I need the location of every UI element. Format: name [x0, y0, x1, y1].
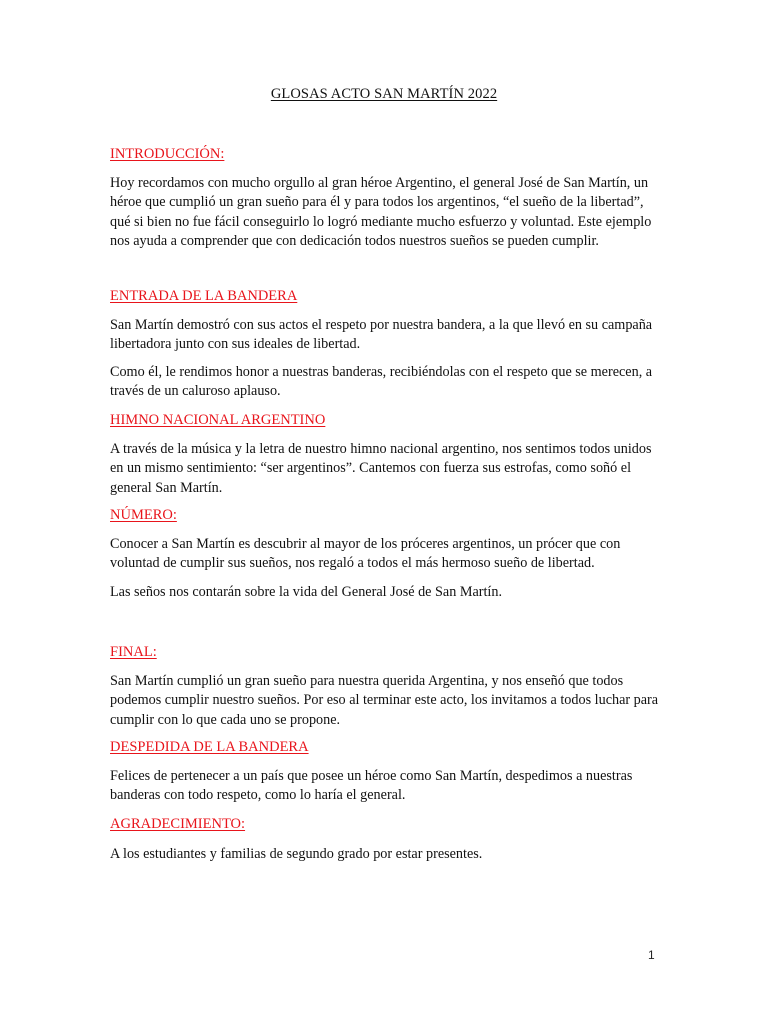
document-title: GLOSAS ACTO SAN MARTÍN 2022 [270, 86, 498, 102]
paragraph-numero-1: Conocer a San Martín es descubrir al mayor de los próceres argentinos, un prócer que con voluntad de cumplir sus sueños, nos regaló a todos el más hermoso sueño de libertad. [110, 536, 621, 572]
section-heading-numero: NÚMERO: [110, 507, 177, 523]
paragraph-himno: A través de la música y la letra de nuestro himno nacional argentino, nos sentimos todos unidos en un mismo sentimiento: “ser argentinos”. Cantemos con fuerza sus estrofas, como soñó el general San Martín. [110, 441, 652, 496]
paragraph-entrada-bandera-1: San Martín demostró con sus actos el respeto por nuestra bandera, a la que llevó en su campaña libertadora junto con sus ideales de libertad. [110, 317, 653, 353]
paragraph-agradecimiento: A los estudiantes y familias de segundo grado por estar presentes. [110, 846, 483, 862]
paragraph-entrada-bandera-2: Como él, le rendimos honor a nuestras banderas, recibiéndolas con el respeto que se merecen, a través de un caluroso aplauso. [110, 364, 653, 400]
section-heading-despedida-bandera: DESPEDIDA DE LA BANDERA [110, 739, 309, 755]
section-heading-final: FINAL: [110, 644, 157, 660]
page-number: 1 [648, 948, 655, 962]
section-heading-himno: HIMNO NACIONAL ARGENTINO [110, 412, 326, 428]
paragraph-introduccion: Hoy recordamos con mucho orgullo al gran héroe Argentino, el general José de San Martín, un héroe que cumplió un gran sueño para él y para todos los argentinos, “el sueño de la libertad”, qué si bien no fue fácil conseguirlo lo logró mediante mucho esfuerzo y voluntad. Este ejemplo nos ayuda a comprender que con dedicación todos nuestros sueños se pueden cumplir. [110, 175, 652, 250]
section-heading-entrada-bandera: ENTRADA DE LA BANDERA [110, 288, 298, 304]
section-heading-agradecimiento: AGRADECIMIENTO: [110, 816, 246, 832]
paragraph-despedida-bandera: Felices de pertenecer a un país que posee un héroe como San Martín, despedimos a nuestras banderas con todo respeto, como lo haría el general. [110, 768, 633, 804]
section-heading-introduccion: INTRODUCCIÓN: [110, 146, 225, 162]
paragraph-final: San Martín cumplió un gran sueño para nuestra querida Argentina, y nos enseñó que todos podemos cumplir nuestro sueños. Por eso al terminar este acto, los invitamos a todos luchar para cumplir con lo que cada uno se propone. [110, 673, 659, 728]
paragraph-numero-2: Las seños nos contarán sobre la vida del General José de San Martín. [110, 584, 503, 600]
